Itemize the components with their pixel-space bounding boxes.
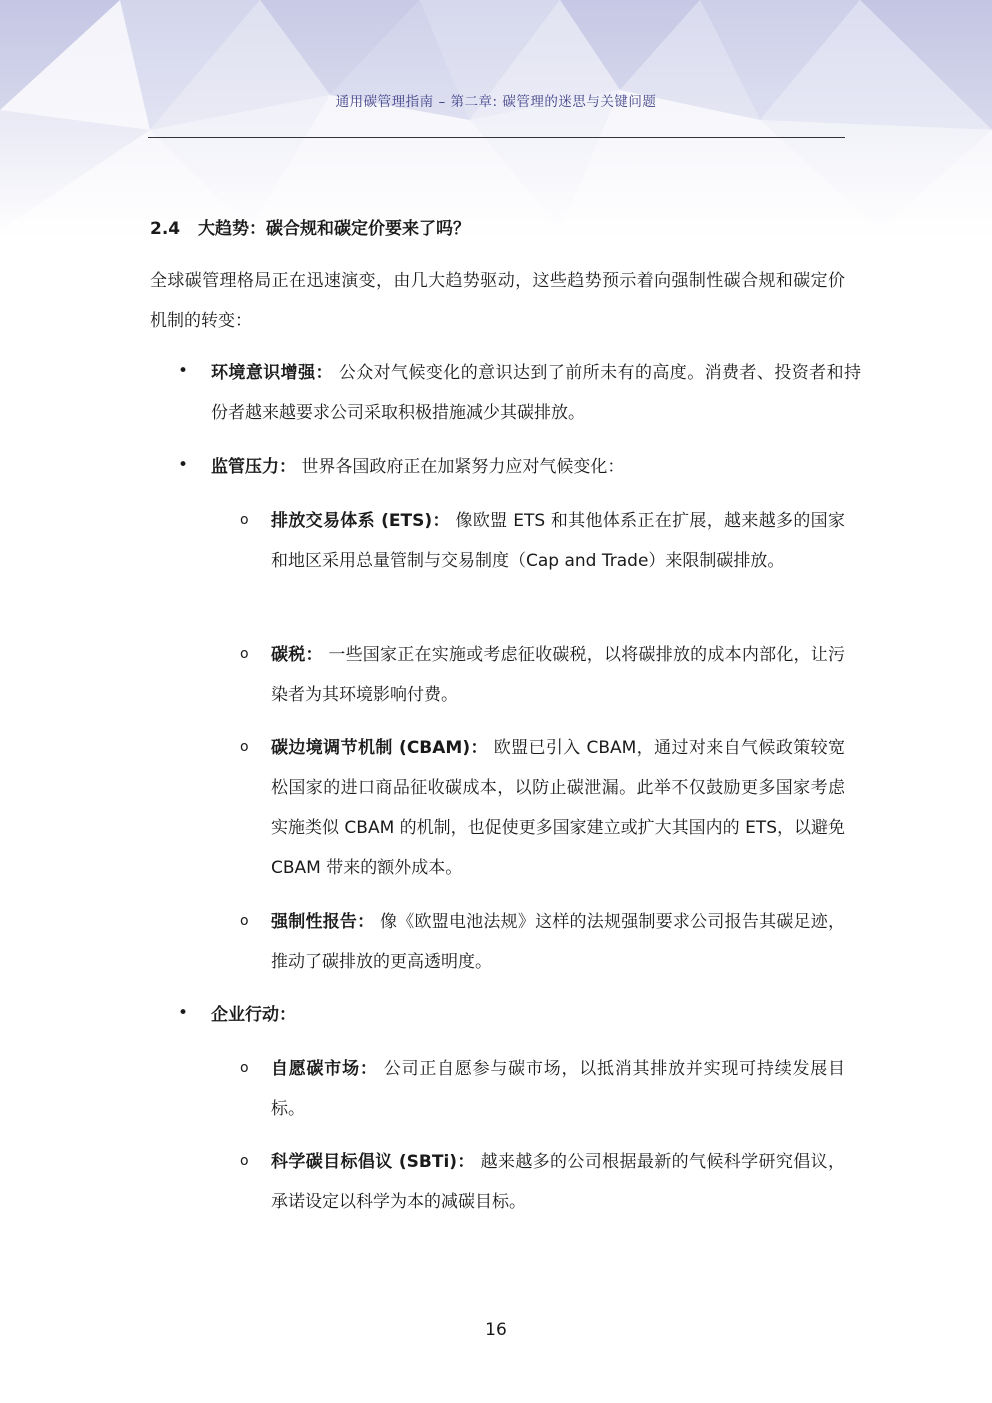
sub-item-mandatory-reporting bbox=[271, 902, 845, 982]
bullet-item-regulation bbox=[211, 447, 861, 487]
bullet-label: 企业行动： bbox=[211, 1005, 296, 1025]
sub-item-cbam bbox=[271, 728, 845, 888]
sub-bullet-marker: o bbox=[240, 913, 249, 929]
bullet-marker: • bbox=[178, 455, 189, 475]
bullet-label: 环境意识增强： bbox=[211, 363, 333, 383]
sub-item-text: 像《欧盟电池法规》这样的法规强制要求公司报告其碳足迹，推动了碳排放的更高透明度。 bbox=[271, 912, 846, 972]
sub-bullet-marker: o bbox=[240, 1153, 249, 1169]
section-number: 2.4 bbox=[150, 219, 181, 239]
sub-item-label: 科学碳目标倡议 (SBTi)： bbox=[271, 1152, 475, 1172]
sub-item-text: 公司正自愿参与碳市场，以抵消其排放并实现可持续发展目标。 bbox=[271, 1059, 846, 1119]
bullet-text: 世界各国政府正在加紧努力应对气候变化： bbox=[296, 457, 625, 477]
sub-item-label: 自愿碳市场： bbox=[271, 1059, 378, 1079]
intro-paragraph: 全球碳管理格局正在迅速演变，由几大趋势驱动，这些趋势预示着向强制性碳合规和碳定价机制的转变： bbox=[150, 271, 845, 331]
bullet-marker: • bbox=[178, 361, 189, 381]
sub-item-text: 越来越多的公司根据最新的气候科学研究倡议，承诺设定以科学为本的减碳目标。 bbox=[271, 1152, 845, 1212]
sub-bullet-marker: o bbox=[240, 739, 249, 755]
sub-item-label: 碳边境调节机制 (CBAM)： bbox=[271, 738, 488, 758]
section-title: 大趋势：碳合规和碳定价要来了吗？ bbox=[198, 219, 470, 239]
bullet-item-environment bbox=[211, 353, 861, 433]
bullet-label: 监管压力： bbox=[211, 457, 296, 477]
sub-item-sbti bbox=[271, 1142, 845, 1222]
section-heading bbox=[150, 214, 470, 239]
sub-item-text: 像欧盟 ETS 和其他体系正在扩展，越来越多的国家和地区采用总量管制与交易制度（Cap and Trade）来限制碳排放。 bbox=[271, 511, 845, 571]
bullet-text: 公众对气候变化的意识达到了前所未有的高度。消费者、投资者和持份者越来越要求公司采取积极措施减少其碳排放。 bbox=[211, 363, 861, 423]
sub-item-voluntary-carbon-market bbox=[271, 1049, 845, 1129]
sub-item-label: 排放交易体系 (ETS)： bbox=[271, 511, 450, 531]
sub-item-text: 一些国家正在实施或考虑征收碳税，以将碳排放的成本内部化，让污染者为其环境影响付费。 bbox=[271, 645, 846, 705]
sub-item-carbon-tax bbox=[271, 635, 845, 715]
sub-item-label: 碳税： bbox=[271, 645, 323, 665]
bullet-item-corporate-action bbox=[211, 995, 861, 1035]
sub-item-ets bbox=[271, 501, 845, 581]
header-divider bbox=[148, 137, 845, 138]
sub-bullet-marker: o bbox=[240, 646, 249, 662]
sub-item-text: 欧盟已引入 CBAM，通过对来自气候政策较宽松国家的进口商品征收碳成本，以防止碳泄漏。此举不仅鼓励更多国家考虑实施类似 CBAM 的机制，也促使更多国家建立或扩大其国内的 ETS，以避免 CBAM 带来的额外成本。 bbox=[271, 738, 846, 878]
sub-item-label: 强制性报告： bbox=[271, 912, 375, 932]
page-number: 16 bbox=[485, 1320, 507, 1340]
bullet-marker: • bbox=[178, 1003, 189, 1023]
running-header: 通用碳管理指南 – 第二章: 碳管理的迷思与关键问题 bbox=[335, 94, 657, 110]
header-background-pattern bbox=[0, 0, 992, 240]
sub-bullet-marker: o bbox=[240, 512, 249, 528]
sub-bullet-marker: o bbox=[240, 1060, 249, 1076]
